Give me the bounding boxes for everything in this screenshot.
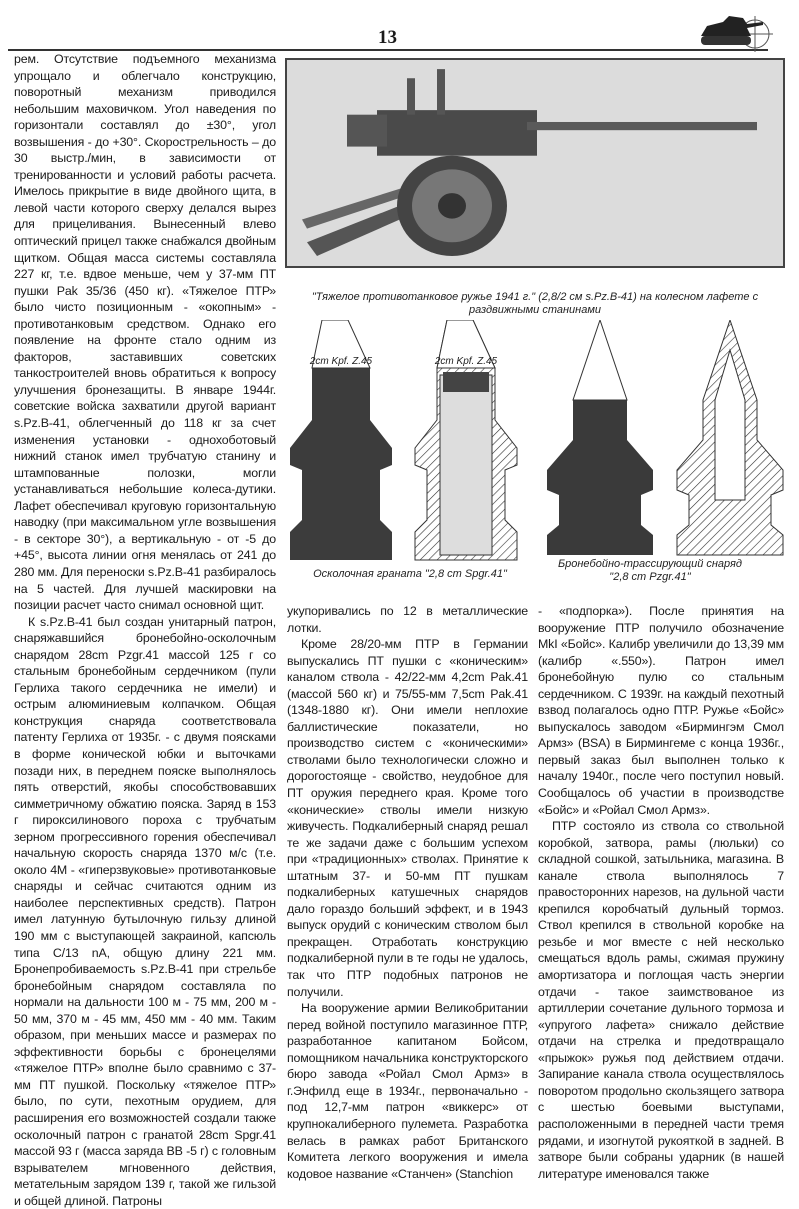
left-column: [14, 51, 276, 1209]
photo-caption: "Тяжелое противотанковое ружье 1941 г." (2,8/2 см s.Pz.B-41) на колесном лафете с раздвижными станинами: [311, 291, 759, 316]
fragmentation-shell-exterior: [290, 320, 392, 560]
paragraph: - «подпорка»). После принятия на вооружение ПТР получило обозначение MkI «Бойс». Калибр увеличили до 13,39 мм (калибр «.550»). Патрон имел бронебойную пулю со стальным сердечником. С 1939г. на каждый пехотный взвод полагалось одно ПТР. Ружье «Бойс» выпускалось заводом «Бирмингэм Смол Армз» (BSA) в Бирмингеме с конца 1936г., первый заказ был выполнен только к началу 1940г., после чего поступил новый. Сообщалось об участии в производстве «Бойс» и «Ройал Смол Армз».: [538, 604, 784, 817]
fragmentation-shell-caption: Осколочная граната "2,8 cm Spgr.41": [313, 568, 507, 580]
anti-tank-rifle-image: [287, 60, 783, 266]
ap-shell-section: [677, 320, 783, 555]
ap-caption-line-2: "2,8 cm Pzgr.41": [609, 571, 691, 583]
middle-column: [287, 603, 528, 1182]
ap-shell-caption: [540, 558, 760, 584]
page-number: 13: [378, 27, 397, 48]
right-column: [538, 603, 784, 1182]
paragraph: На вооружение армии Великобритании перед войной поступило магазинное ПТР, разработанное капитаном Бойсом, помощником начальника конструкторского бюро завода «Ройал Смол Армз» в г.Энфилд еще в 1934г., первоначально - под 12,7-мм патрон «виккерс» от крупнокалиберного пулемета. Разработка велась в рамках работ Британского Комитета легкого вооружения и имела кодовое название «Станчен» (Stanchion: [287, 1001, 528, 1181]
shell-drawings: [280, 320, 799, 565]
paragraph: ПТР состояло из ствола со ствольной коробкой, затвора, рамы (люльки) со складной сошкой, затыльника, магазина. В канале ствола выполнялось 7 правосторонних нарезов, на дульной части крепился коробчатый дульный тормоз. Ствол крепился в ствольной коробке на резьбе и мог вместе с ней несколько смещаться вдоль рамы, сжимая пружину амортизатора и поглощая часть энергии отдачи - такое заимствованое из артиллерии сочетание дульного тормоза и «упругого лафета» снижало действие отдачи на стрелка и предотвращало «прыжок» ружья под действием отдачи. Запирание канала ствола осуществлялось поворотом продольно скользящего затвора с шестью боевыми выступами, расположенными в передней части тремя рядами, и изогнутой рукояткой в задней. В затворе были собраны ударник (в нашей литературе именовался также: [538, 819, 784, 1181]
paragraph: рем. Отсутствие подъемного механизма упрощало и облегчало конструкцию, поворотный механизм приводился небольшим маховичком. Угол наведения по горизонтали составлял до ±30°, угол возвышения - до +30°. Скорострельность – до 30 выстр./мин, в зависимости от тренированности и условий работы расчета. Имелось прикрытие в виде двойного щита, в левой части которого сверху делался вырез для прицеливания. Вынесенный влево оптический прицел также снабжался двойным щитком. Общая масса системы составляла 227 кг, т.е. вдвое меньше, чем у 37-мм ПТ пушки Pak 35/36 (450 кг). «Тяжелое ПТР» было чисто позиционным - «окопным» - противотанковым средством. Однако его появление на фронте стало одним из факторов, заставивших советских танкостроителей вновь обратиться к вопросу улучшения бронезащиты. В январе 1944г. советские войска захватили другой вариант s.Pz.B-41, облегченный до 118 кг за счет изменения установки - однохоботовый нижний станок имел трубчатую станину и штампованные полозки, могли устанавливаться небольшие колеса-дутики. Лафет обеспечивал круговую горизонтальную наводку (при максимальном угле возвышения - в секторе 30°), а вертикальную - от -5 до +45°, высота линии огня менялась от 241 до 280 мм. Для переноски s.Pz.B-41 разбиралось на 5 частей. Для лучшей маскировки на позиции расчет часто снимал основной щит.: [14, 52, 276, 613]
shell-label: 2cm Kpf. Z.45: [434, 356, 498, 367]
ap-caption-line-1: Бронебойно-трассирующий снаряд: [557, 558, 742, 570]
tank-logo-icon: [693, 6, 773, 52]
shell-label: 2cm Kpf. Z.45: [309, 356, 373, 367]
gun-photo: [285, 58, 785, 268]
fragmentation-shell-section: [415, 320, 517, 560]
ap-shell-exterior: [547, 320, 653, 555]
paragraph: Кроме 28/20-мм ПТР в Германии выпускались ПТ пушки с «коническим» каналом ствола - 42/22-мм 4,2cm Pak.41 (массой 560 кг) и 75/55-мм 7,5cm Pak.41 (1348-1880 кг). Они имели неплохие баллистические показатели, но производство систем с «коническими» стволами было технологически сложно и дорогостояще - свойство, неудобное для ПТ оружия переднего края. Кроме того «конические» стволы имели низкую живучесть. Подкалиберный снаряд решал те же задачи даже с большим успехом при «традиционных» стволах. Принятие к штатным 37- и 50-мм ПТ пушкам подкалиберных катушечных снарядов дало гораздо больший эффект, и в 1943 выпуск орудий с коническим стволом был прекращен. Отработать конструкцию подкалиберной пули в те годы не удалось, так что ПТР подобных патронов не получили.: [287, 637, 528, 999]
paragraph: укупоривались по 12 в металлические лотки.: [287, 604, 528, 635]
paragraph: К s.Pz.B-41 был создан унитарный патрон, снаряжавшийся бронебойно-осколочным снарядом 28cm Pzgr.41 массой 125 г со стальным бронебойным сердечником (пули Герлиха такого сердечника не имели) и острым алюминиевым колпачком. Общая конструкция снаряда соответствовала патенту Герлиха от 1935г. - с двумя поясками в форме конической юбки и выточками позади них, в переднем пояске выполнялось пять отверстий, якобы способствовавших симметричному обжатию пояска. Заряд в 153 г пироксилинового пороха с трубчатым зерном прогрессивного горения обеспечивал начальную скорость снаряда 1370 м/с (т.е. около 4М - «гиперзвуковые» противотанковые снаряды и сейчас считаются одним из наиболее перспективных средств). Патрон имел латунную бутылочную гильзу длиной 190 мм с выступающей закраиной, капсюль типа С/13 nA, общую длину 221 мм. Бронепробиваемость s.Pz.B-41 при стрельбе бронебойным снарядом составляла по нормали на дальности 100 м - 75 мм, 200 м - 50 мм, 370 м - 45 мм, 450 мм - 40 мм. Таким образом, при меньших массе и размерах по эффективности борьбы с бронецелями «тяжелое ПТР» вполне было сравнимо с 37-мм ПТ пушкой. Поскольку «тяжелое ПТР» было, по сути, пехотным орудием, для расширения его возможностей создали также осколочный патрон с гранатой 28cm Spgr.41 массой 93 г (масса заряда ВВ -5 г) с головным взрывателем мгновенного действия, метательным зарядом 139 г, такой же гильзой и общей длиной. Патроны: [14, 614, 276, 1208]
